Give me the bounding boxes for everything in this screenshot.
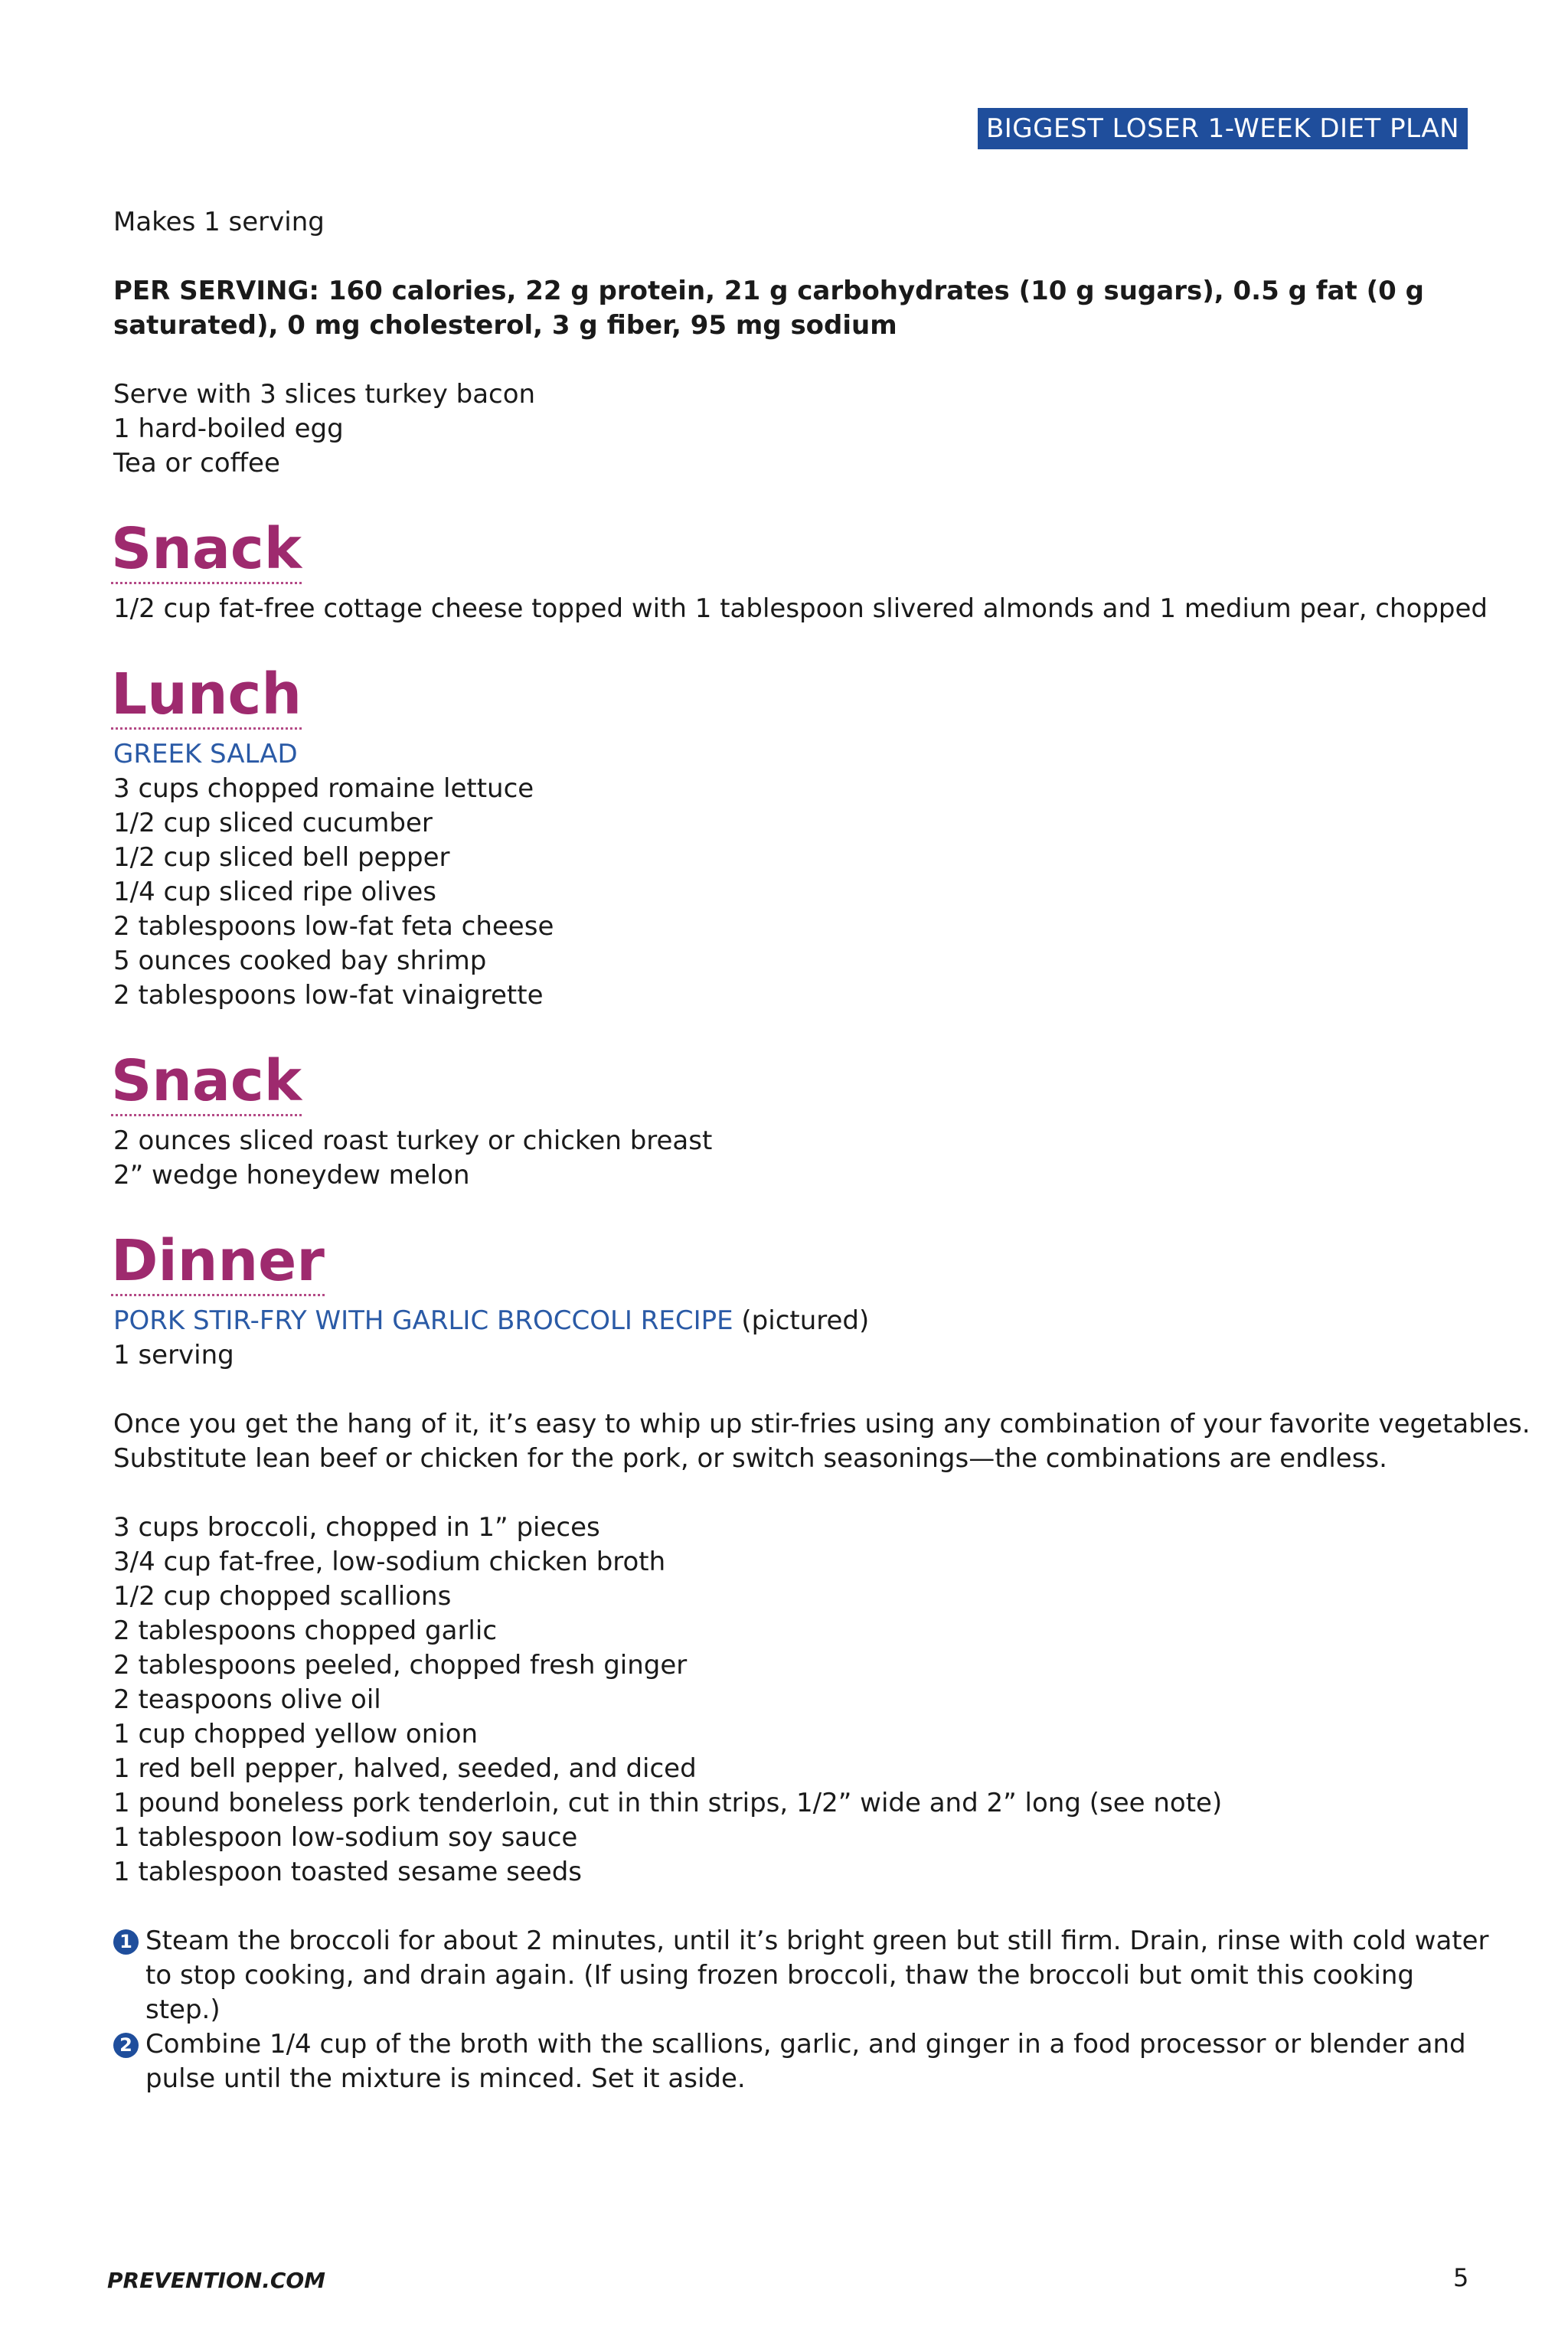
ingredient-item: 2 tablespoons low-fat vinaigrette xyxy=(113,980,544,1011)
lunch-heading: Lunch xyxy=(111,662,302,730)
recipe-title: PORK STIR-FRY WITH GARLIC BROCCOLI RECIPE xyxy=(113,1305,733,1336)
ingredient-item: 1/4 cup sliced ripe olives xyxy=(113,877,436,907)
ingredient-item: 3/4 cup fat-free, low-sodium chicken broth xyxy=(113,1547,666,1577)
serve-with-item: Serve with 3 slices turkey bacon xyxy=(113,379,536,410)
makes-servings: Makes 1 serving xyxy=(113,207,325,237)
snack-heading: Snack xyxy=(111,1048,302,1116)
serve-with-item: 1 hard-boiled egg xyxy=(113,413,344,444)
ingredient-item: 2 tablespoons low-fat feta cheese xyxy=(113,911,554,942)
ingredient-item: 2 tablespoons chopped garlic xyxy=(113,1615,498,1646)
ingredient-item: 5 ounces cooked bay shrimp xyxy=(113,946,487,976)
snack-item: 2” wedge honeydew melon xyxy=(113,1160,470,1191)
footer-site: PREVENTION.COM xyxy=(107,2268,326,2293)
step-number-icon: 2 xyxy=(113,2033,139,2058)
snack-heading: Snack xyxy=(111,516,302,584)
recipe-description: Substitute lean beef or chicken for the pork, or switch seasonings—the combinations are endless. xyxy=(113,1443,1387,1474)
ingredient-item: 1 tablespoon toasted sesame seeds xyxy=(113,1857,582,1887)
ingredient-item: 1/2 cup sliced cucumber xyxy=(113,808,433,838)
step-number-icon: 1 xyxy=(113,1929,139,1955)
recipe-title: GREEK SALAD xyxy=(113,739,298,769)
recipe-step xyxy=(113,1924,1493,2027)
ingredient-item: 1 cup chopped yellow onion xyxy=(113,1719,479,1749)
ingredient-item: 3 cups broccoli, chopped in 1” pieces xyxy=(113,1512,600,1543)
recipe-note: (pictured) xyxy=(733,1305,870,1336)
ingredient-item: 1 pound boneless pork tenderloin, cut in thin strips, 1/2” wide and 2” long (see note) xyxy=(113,1788,1223,1818)
snack-item: 2 ounces sliced roast turkey or chicken breast xyxy=(113,1125,713,1156)
snack-text: 1/2 cup fat-free cottage cheese topped with 1 tablespoon slivered almonds and 1 medium pear, chopped xyxy=(113,593,1488,624)
nutrition-info: PER SERVING: 160 calories, 22 g protein, 21 g carbohydrates (10 g sugars), 0.5 g fat (0 g saturated), 0 mg cholesterol, 3 g fiber, 95 mg sodium xyxy=(113,276,1424,341)
recipe-title-line xyxy=(113,1304,1476,1338)
header-tag: BIGGEST LOSER 1-WEEK DIET PLAN xyxy=(978,108,1468,149)
recipe-servings: 1 serving xyxy=(113,1340,234,1370)
ingredient-item: 1/2 cup sliced bell pepper xyxy=(113,842,450,873)
recipe-step xyxy=(113,2027,1493,2096)
ingredient-item: 2 tablespoons peeled, chopped fresh ginger xyxy=(113,1650,688,1681)
ingredient-item: 1/2 cup chopped scallions xyxy=(113,1581,452,1612)
page-content xyxy=(111,205,1530,2096)
step-text: Steam the broccoli for about 2 minutes, until it’s bright green but still firm. Drain, rinse with cold water to stop cooking, and drain again. (If using frozen broccoli, thaw the broccoli but omit this cooking step.) xyxy=(145,1926,1489,2025)
recipe-description: Once you get the hang of it, it’s easy to whip up stir-fries using any combination of your favorite vegetables. xyxy=(113,1409,1530,1439)
dinner-heading: Dinner xyxy=(111,1228,325,1296)
page-number: 5 xyxy=(1453,2263,1469,2292)
ingredient-item: 1 tablespoon low-sodium soy sauce xyxy=(113,1822,578,1853)
serve-with-item: Tea or coffee xyxy=(113,448,280,479)
ingredient-item: 2 teaspoons olive oil xyxy=(113,1684,381,1715)
step-text: Combine 1/4 cup of the broth with the scallions, garlic, and ginger in a food processor or blender and pulse until the mixture is minced. Set it aside. xyxy=(145,2029,1466,2094)
ingredient-item: 1 red bell pepper, halved, seeded, and diced xyxy=(113,1753,697,1784)
ingredient-item: 3 cups chopped romaine lettuce xyxy=(113,773,534,804)
